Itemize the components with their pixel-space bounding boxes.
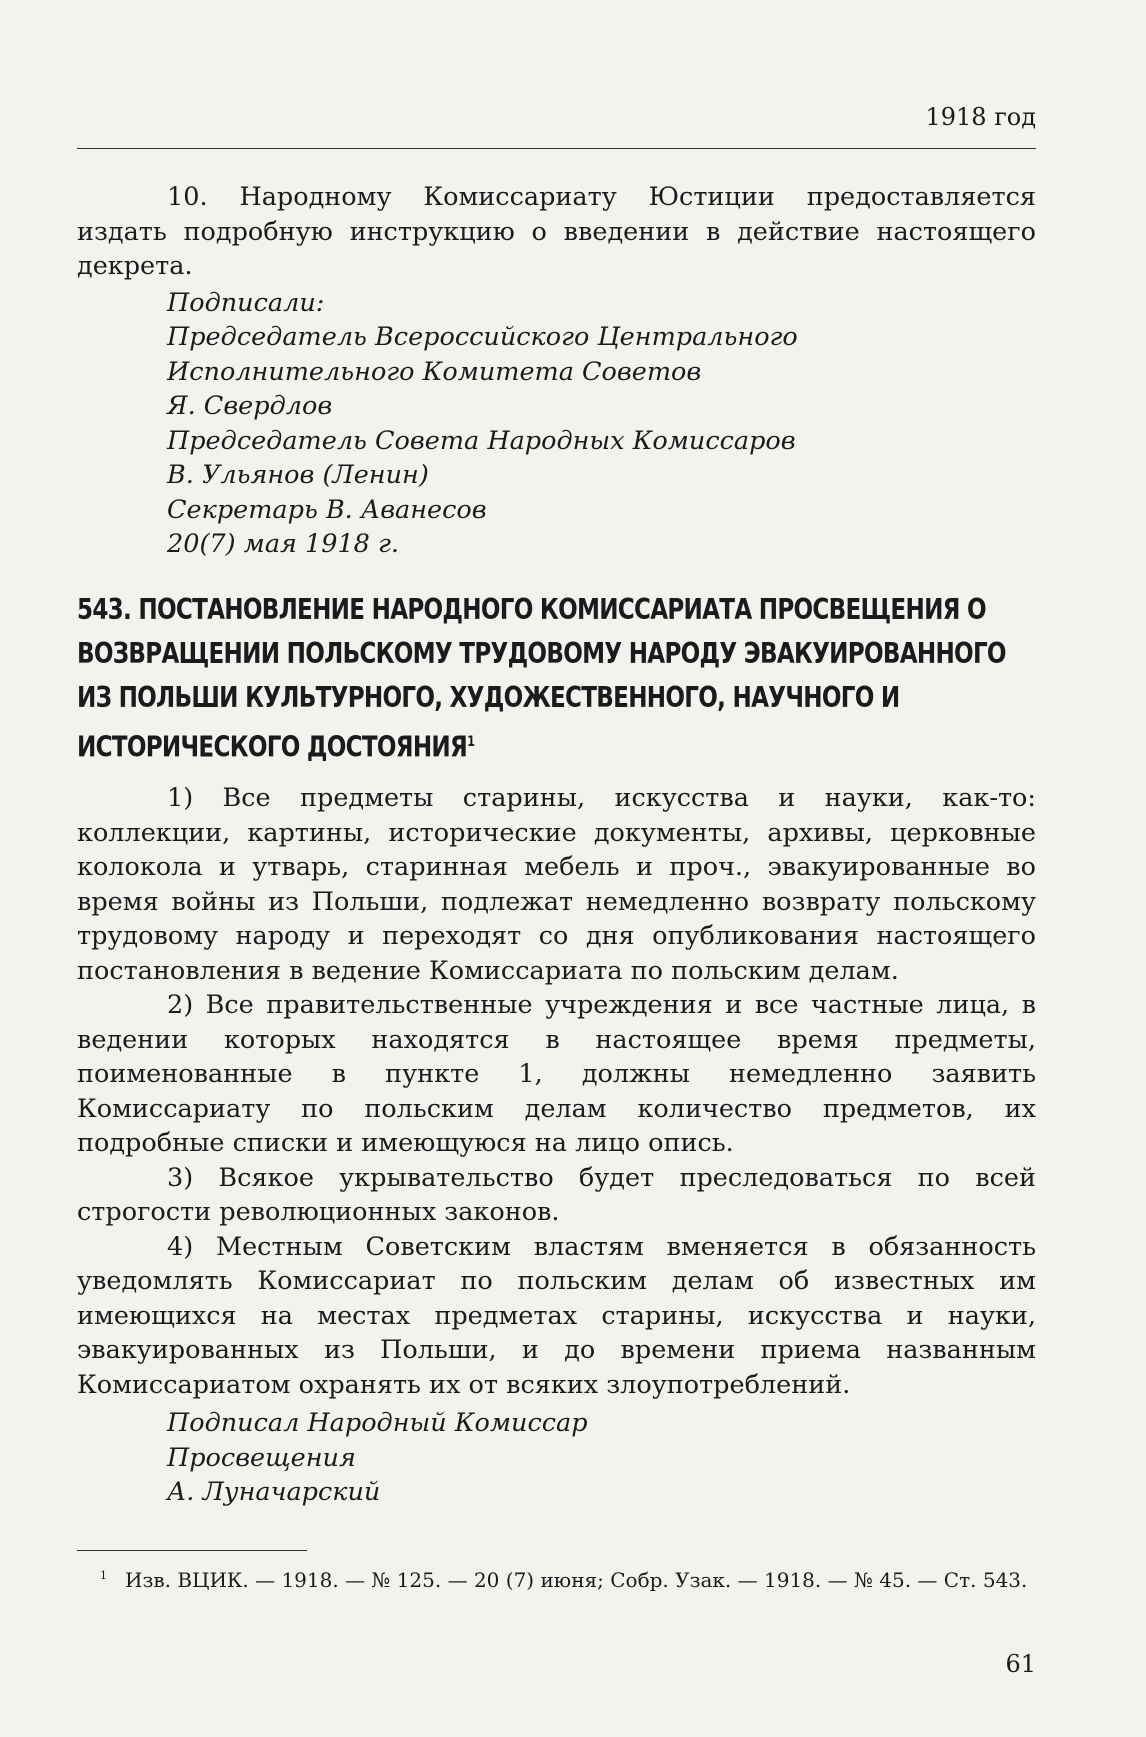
footnote-reference: 1	[467, 733, 475, 750]
resolution-point: 2) Все правительственные учреждения и все частные лица, в ведении которых находятся в настоящее время предметы, поименованные в пункте 1, должны немедленно заявить Комиссариату по польским делам количество предметов, их подробные списки и имеющуюся на лицо опись.	[77, 990, 1036, 1158]
running-head: 1918 год	[925, 103, 1036, 131]
signature-line: Секретарь В. Аванесов	[167, 494, 487, 525]
decree-paragraph-10: 10. Народному Комиссариату Юстиции предоставляется издать подробную инструкцию о введении в действие настоящего декрета.	[77, 182, 1036, 281]
footnote-divider	[77, 1550, 307, 1551]
footnote	[100, 1568, 1027, 1592]
signature-line: Подписали:	[167, 287, 325, 318]
page-body	[77, 180, 1036, 1510]
signature-line: Председатель Совета Народных Комиссаров	[167, 425, 796, 456]
resolution-point: 3) Всякое укрывательство будет преследоваться по всей строгости революционных законов.	[77, 1162, 1036, 1227]
signature-line: А. Луначарский	[167, 1477, 381, 1507]
signature-date: 20(7) мая 1918 г.	[167, 529, 400, 559]
signature-line: В. Ульянов (Ленин)	[167, 460, 429, 490]
signature-line: Председатель Всероссийского Центрального	[167, 322, 798, 352]
resolution-heading-text: 543. ПОСТАНОВЛЕНИЕ НАРОДНОГО КОМИССАРИАТА ПРОСВЕЩЕНИЯ О ВОЗВРАЩЕНИИ ПОЛЬСКОМУ ТРУДОВОМУ НАРОДУ ЭВАКУИРОВАННОГО ИЗ ПОЛЬШИ КУЛЬТУРНОГО, ХУДОЖЕСТВЕННОГО, НАУЧНОГО И ИСТОРИЧЕСКОГО ДОСТОЯНИЯ	[77, 592, 1006, 763]
signature-line: Я. Свердлов	[167, 391, 333, 421]
decree-signatures	[77, 286, 1036, 562]
resolution-signatures	[77, 1406, 1036, 1510]
resolution-point: 1) Все предметы старины, искусства и науки, как-то: коллекции, картины, исторические документы, архивы, церковные колокола и утварь, старинная мебель и проч., эвакуированные во время войны из Польши, подлежат немедленно возврату польскому трудовому народу и переходят со дня опубликования настоящего постановления в ведение Комиссариата по польским делам.	[77, 783, 1036, 986]
resolution-point: 4) Местным Советским властям вменяется в обязанность уведомлять Комиссариат по польским делам об известных им имеющихся на местах предметах старины, искусства и науки, эвакуированных из Польши, и до времени приема названным Комиссариатом охранять их от всяких злоупотреблений.	[77, 1231, 1036, 1400]
footnote-text: Изв. ВЦИК. — 1918. — № 125. — 20 (7) июня; Собр. Узак. — 1918. — № 45. — Ст. 543.	[125, 1568, 1028, 1592]
signature-line: Подписал Народный Комиссар	[167, 1408, 588, 1438]
signature-line: Просвещения	[167, 1442, 356, 1473]
header-divider	[77, 148, 1036, 149]
footnote-marker: 1	[100, 1569, 107, 1583]
resolution-heading	[77, 588, 1036, 770]
page-number: 61	[1005, 1650, 1036, 1678]
signature-line: Исполнительного Комитета Советов	[167, 356, 702, 387]
